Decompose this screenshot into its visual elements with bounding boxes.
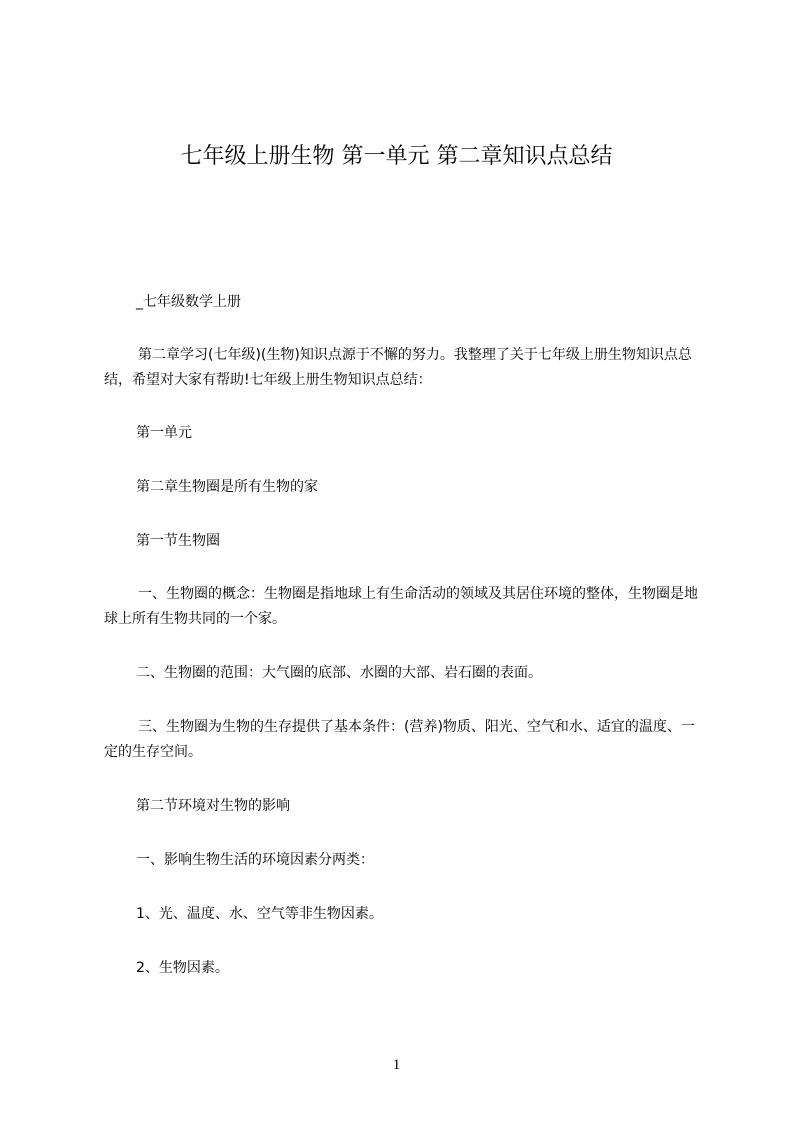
document-title: 七年级上册生物 第一单元 第二章知识点总结	[180, 144, 613, 169]
chapter-heading: 第二章生物圈是所有生物的家	[136, 479, 318, 495]
subtitle-line: _七年级数学上册	[136, 294, 241, 310]
section-heading-1: 第一节生物圈	[136, 533, 220, 549]
page-number: 1	[392, 1057, 401, 1073]
section-heading-2: 第二节环境对生物的影响	[136, 798, 290, 814]
intro-paragraph: 第二章学习(七年级)(生物)知识点源于不懈的努力。我整理了关于七年级上册生物知识点总结，希望对大家有帮助!七年级上册生物知识点总结：	[104, 347, 692, 388]
list-item-scope: 二、生物圈的范围：大气圈的底部、水圈的大部、岩石圈的表面。	[136, 665, 542, 681]
list-item-conditions: 三、生物圈为生物的生存提供了基本条件：(营养)物质、阳光、空气和水、适宜的温度、一定的生存空间。	[104, 719, 695, 760]
list-item-factors: 一、影响生物生活的环境因素分两类：	[136, 852, 374, 868]
unit-heading: 第一单元	[136, 425, 192, 441]
list-item-abiotic: 1、光、温度、水、空气等非生物因素。	[136, 906, 383, 922]
list-item-concept: 一、生物圈的概念：生物圈是指地球上有生命活动的领域及其居住环境的整体，生物圈是地球上所有生物共同的一个家。	[104, 586, 698, 627]
list-item-biotic: 2、生物因素。	[136, 960, 229, 976]
